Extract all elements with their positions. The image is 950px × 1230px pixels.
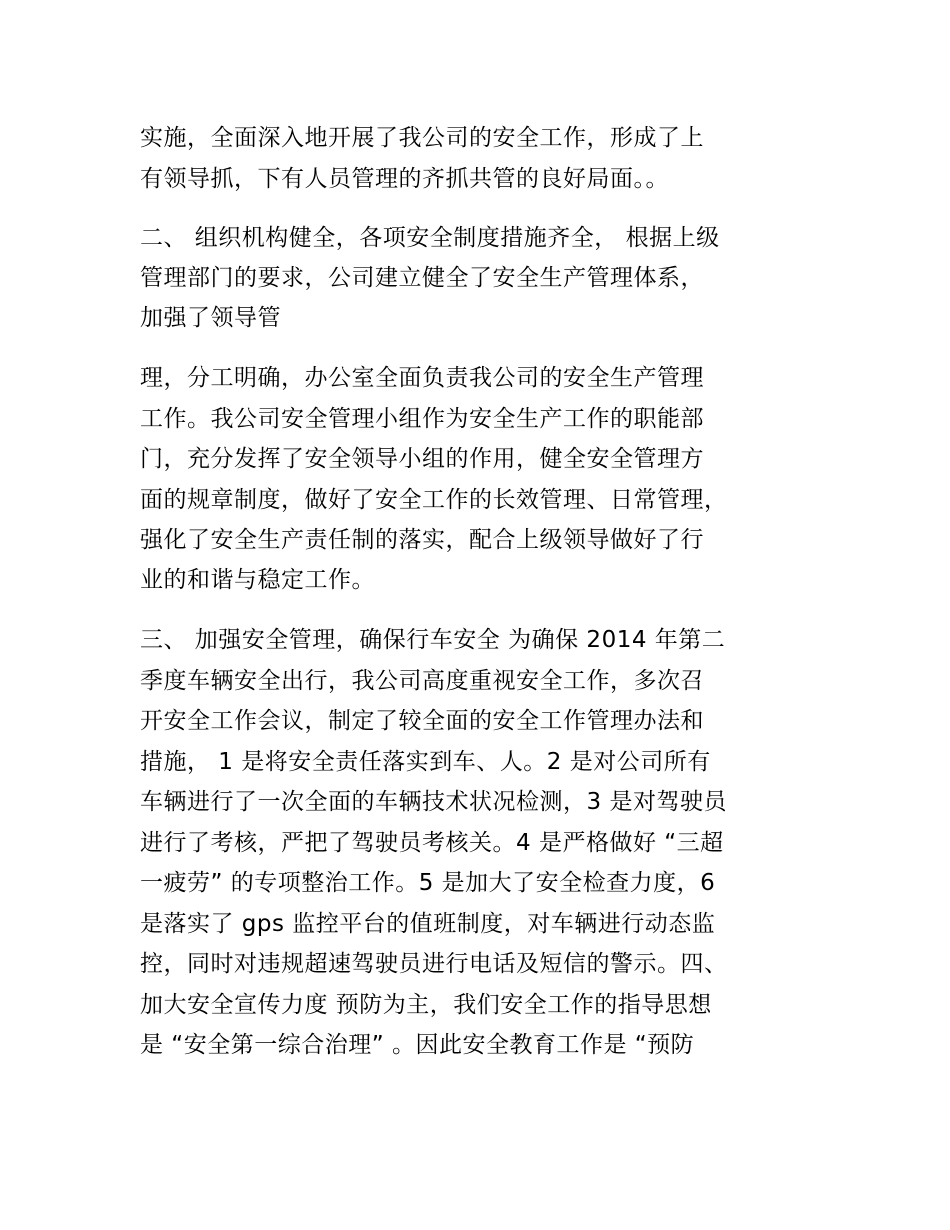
text-line: 实施，全面深入地开展了我公司的安全工作，形成了上 (140, 125, 704, 151)
text-line: 加大安全宣传力度 预防为主，我们安全工作的指导思想 (140, 992, 712, 1018)
text-line: 是落实了 gps 监控平台的值班制度，对车辆进行动态监 (140, 911, 716, 937)
text-line: 业的和谐与稳定工作。 (140, 567, 375, 593)
text-line: 控，同时对违规超速驾驶员进行电话及短信的警示。四、 (140, 951, 728, 977)
text-line: 一疲劳” 的专项整治工作。5 是加大了安全检查力度，6 (140, 870, 716, 896)
text-line: 强化了安全生产责任制的落实，配合上级领导做好了行 (140, 527, 704, 553)
text-line: 开安全工作会议，制定了较全面的安全工作管理办法和 (140, 708, 704, 734)
text-line: 二、 组织机构健全，各项安全制度措施齐全， 根据上级 (140, 225, 720, 251)
text-line: 加强了领导管 (140, 305, 281, 331)
text-line: 有领导抓，下有人员管理的齐抓共管的良好局面。。 (140, 166, 669, 192)
text-line: 进行了考核，严把了驾驶员考核关。4 是严格做好 “三超 (140, 830, 724, 856)
text-line: 工作。我公司安全管理小组作为安全生产工作的职能部 (140, 406, 704, 432)
text-line: 面的规章制度，做好了安全工作的长效管理、日常管理， (140, 487, 728, 513)
text-line: 是 “安全第一综合治理” 。因此安全教育工作是 “预防 (140, 1032, 695, 1058)
text-line: 季度车辆安全出行，我公司高度重视安全工作，多次召 (140, 668, 704, 694)
text-line: 管理部门的要求，公司建立健全了安全生产管理体系， (140, 265, 704, 291)
text-line: 车辆进行了一次全面的车辆技术状况检测，3 是对驾驶员 (140, 789, 727, 815)
text-line: 措施， 1 是将安全责任落实到车、人。2 是对公司所有 (140, 749, 711, 775)
text-line: 门，充分发挥了安全领导小组的作用，健全安全管理方 (140, 446, 704, 472)
text-line: 理，分工明确，办公室全面负责我公司的安全生产管理 (140, 365, 704, 391)
text-line: 三、 加强安全管理，确保行车安全 为确保 2014 年第二 (140, 627, 726, 653)
